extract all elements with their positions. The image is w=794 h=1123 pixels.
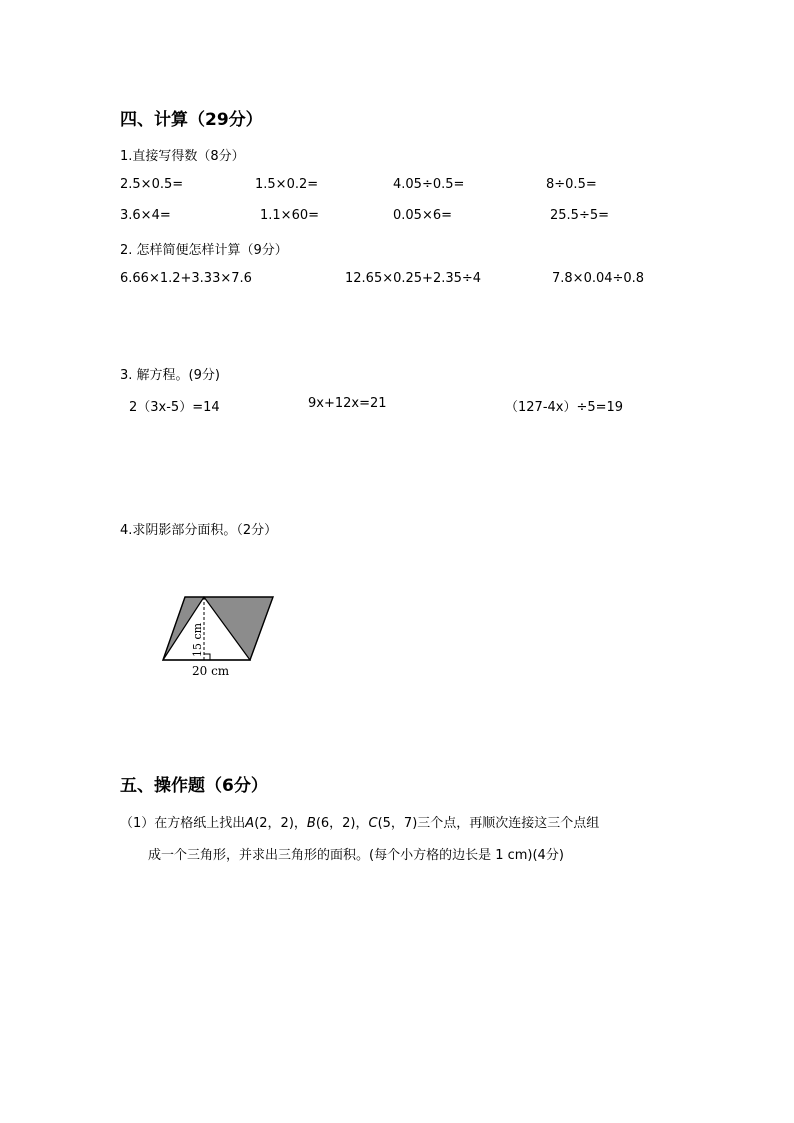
s5-q1-text: 在方格纸上找出 [154,816,246,831]
point-a-label: A [245,816,255,831]
q1-item: 0.05×6= [393,208,453,223]
q4-title: 4.求阴影部分面积。（2分） [120,523,278,538]
section-4-title: 四、计算（29分） [120,110,263,130]
q1-item: 8÷0.5= [546,177,597,192]
q1-item: 2.5×0.5= [120,177,184,192]
q2-item: 12.65×0.25+2.35÷4 [345,271,482,286]
section-5-title: 五、操作题（6分） [120,776,268,796]
q3-title: 3. 解方程。(9分) [120,368,220,383]
q1-item: 1.5×0.2= [255,177,319,192]
height-label: 15 cm [191,622,204,657]
q3-item: （127-4x）÷5=19 [505,400,624,415]
point-b-coord: (6，2)， [315,816,369,831]
q2-title: 2. 怎样简便怎样计算（9分） [120,243,288,258]
point-c-coord-and-text: (5，7)三个点，再顺次连接这三个点组 [377,816,600,831]
q1-item: 4.05÷0.5= [393,177,465,192]
point-b-label: B [306,816,316,831]
base-label: 20 cm [192,664,230,678]
s5-q1-line1 [120,812,599,831]
q1-item: 3.6×4= [120,208,171,223]
q3-item: 2（3x-5）=14 [129,400,220,415]
q2-item: 6.66×1.2+3.33×7.6 [120,271,252,286]
s5-q1-number: （1） [120,816,155,831]
q1-item: 25.5÷5= [550,208,610,223]
s5-q1-line2: 成一个三角形，并求出三角形的面积。(每个小方格的边长是 1 cm)(4分) [148,848,564,863]
q1-title: 1.直接写得数（8分） [120,149,245,164]
point-c-label: C [368,816,378,831]
q1-item: 1.1×60= [260,208,320,223]
shaded-area-figure [140,585,280,680]
q2-item: 7.8×0.04÷0.8 [552,271,645,286]
point-a-coord: (2，2)， [254,816,307,831]
q3-item: 9x+12x=21 [308,396,387,411]
